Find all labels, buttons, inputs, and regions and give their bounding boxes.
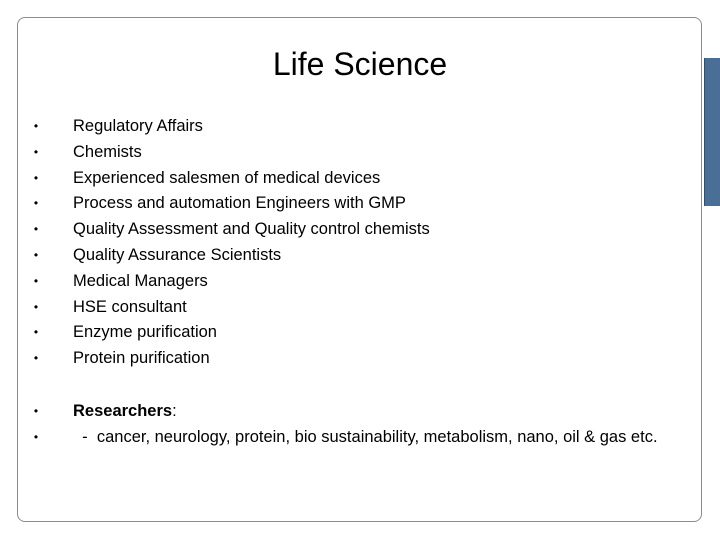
list-item-text: Quality Assessment and Quality control chemists bbox=[73, 220, 430, 239]
list-item bbox=[30, 217, 680, 243]
role-list bbox=[30, 114, 680, 372]
bullet-icon: • bbox=[33, 273, 39, 288]
researchers-label: Researchers bbox=[73, 402, 173, 420]
bullet-icon: • bbox=[33, 430, 39, 444]
list-item-text: Enzyme purification bbox=[73, 323, 217, 342]
list-item-text: Protein purification bbox=[73, 349, 210, 368]
list-item bbox=[30, 243, 680, 269]
list-item-text: Quality Assurance Scientists bbox=[73, 245, 282, 264]
slide-title: Life Science bbox=[272, 46, 448, 82]
bullet-icon: • bbox=[33, 247, 39, 262]
researchers-list bbox=[30, 398, 680, 450]
list-item-text: Medical Managers bbox=[73, 271, 208, 290]
bullet-icon: • bbox=[33, 170, 39, 185]
list-item-text: Regulatory Affairs bbox=[73, 117, 203, 135]
list-item bbox=[30, 295, 680, 321]
bullet-icon: • bbox=[33, 196, 39, 211]
bullet-icon: • bbox=[33, 404, 39, 418]
list-item bbox=[30, 424, 680, 450]
list-item bbox=[30, 269, 680, 295]
bullet-icon: • bbox=[33, 222, 39, 237]
list-item bbox=[30, 346, 680, 372]
researchers-detail: - cancer, neurology, protein, bio sustainability, metabolism, nano, oil & gas etc. bbox=[73, 428, 658, 446]
researchers-colon: : bbox=[172, 402, 177, 420]
list-item bbox=[30, 114, 680, 140]
bullet-icon: • bbox=[33, 144, 39, 159]
list-item-text: Process and automation Engineers with GMP bbox=[73, 194, 406, 213]
list-item bbox=[30, 191, 680, 217]
bullet-icon: • bbox=[33, 119, 39, 133]
list-item bbox=[30, 166, 680, 192]
list-item-text: Experienced salesmen of medical devices bbox=[73, 168, 381, 187]
bullet-icon: • bbox=[33, 325, 39, 340]
list-item bbox=[30, 140, 680, 166]
list-item bbox=[30, 398, 680, 424]
bullet-icon: • bbox=[33, 299, 39, 314]
list-item-text: Chemists bbox=[73, 142, 142, 161]
bullet-icon: • bbox=[33, 351, 39, 366]
list-item bbox=[30, 320, 680, 346]
list-item-text: HSE consultant bbox=[73, 297, 187, 316]
